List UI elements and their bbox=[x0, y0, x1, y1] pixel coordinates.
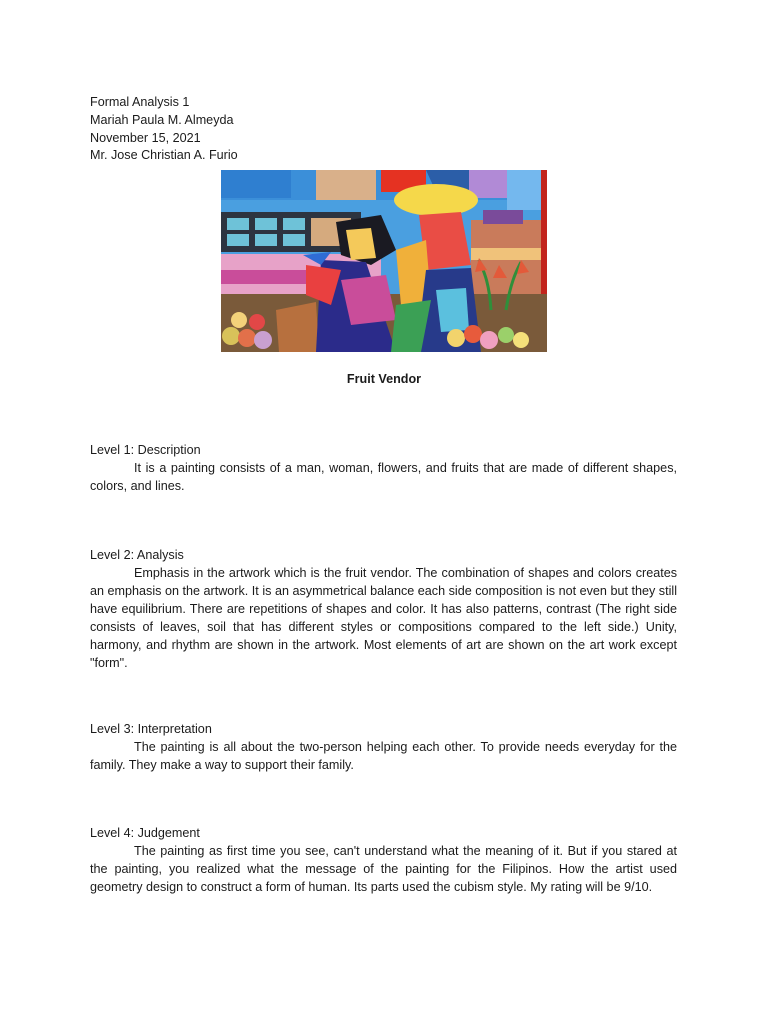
section-paragraph: The painting is all about the two-person helping each other. To provide needs everyday for the family. They make a way to support their family. bbox=[90, 740, 677, 772]
author-name: Mariah Paula M. Almeyda bbox=[90, 112, 234, 127]
section-paragraph: The painting as first time you see, can't understand what the meaning of it. But if you stared at the painting, you realized what the message of the painting for the Filipinos. How the artist used geometry design to construct a form of human. Its parts used the cubism style. My rating will be 9/10. bbox=[90, 844, 677, 894]
section-heading: Level 4: Judgement bbox=[90, 826, 200, 840]
section-heading: Level 3: Interpretation bbox=[90, 722, 212, 736]
section-analysis bbox=[90, 546, 677, 672]
section-heading: Level 2: Analysis bbox=[90, 548, 184, 562]
section-heading: Level 1: Description bbox=[90, 443, 201, 457]
document-header bbox=[90, 94, 238, 165]
document-title: Formal Analysis 1 bbox=[90, 95, 190, 109]
fruit-vendor-painting bbox=[221, 170, 547, 352]
artwork-caption: Fruit Vendor bbox=[346, 372, 422, 386]
section-paragraph: It is a painting consists of a man, woman, flowers, and fruits that are made of different shapes, colors, and lines. bbox=[90, 461, 677, 493]
instructor-name: Mr. Jose Christian A. Furio bbox=[90, 148, 238, 163]
section-description bbox=[90, 441, 677, 495]
document-date: November 15, 2021 bbox=[90, 130, 201, 145]
section-judgement bbox=[90, 824, 677, 896]
section-interpretation bbox=[90, 720, 677, 774]
section-paragraph: Emphasis in the artwork which is the fruit vendor. The combination of shapes and colors creates an emphasis on the artwork. It is an asymmetrical balance each side composition is not even but they still have equilibrium. There are repetitions of shapes and color. It has also patterns, contrast (The right side consists of leaves, soil that has different styles or compositions compared to the left side.) Unity, harmony, and rhythm are shown in the artwork. Most elements of art are shown on the art work except "form". bbox=[90, 566, 677, 670]
